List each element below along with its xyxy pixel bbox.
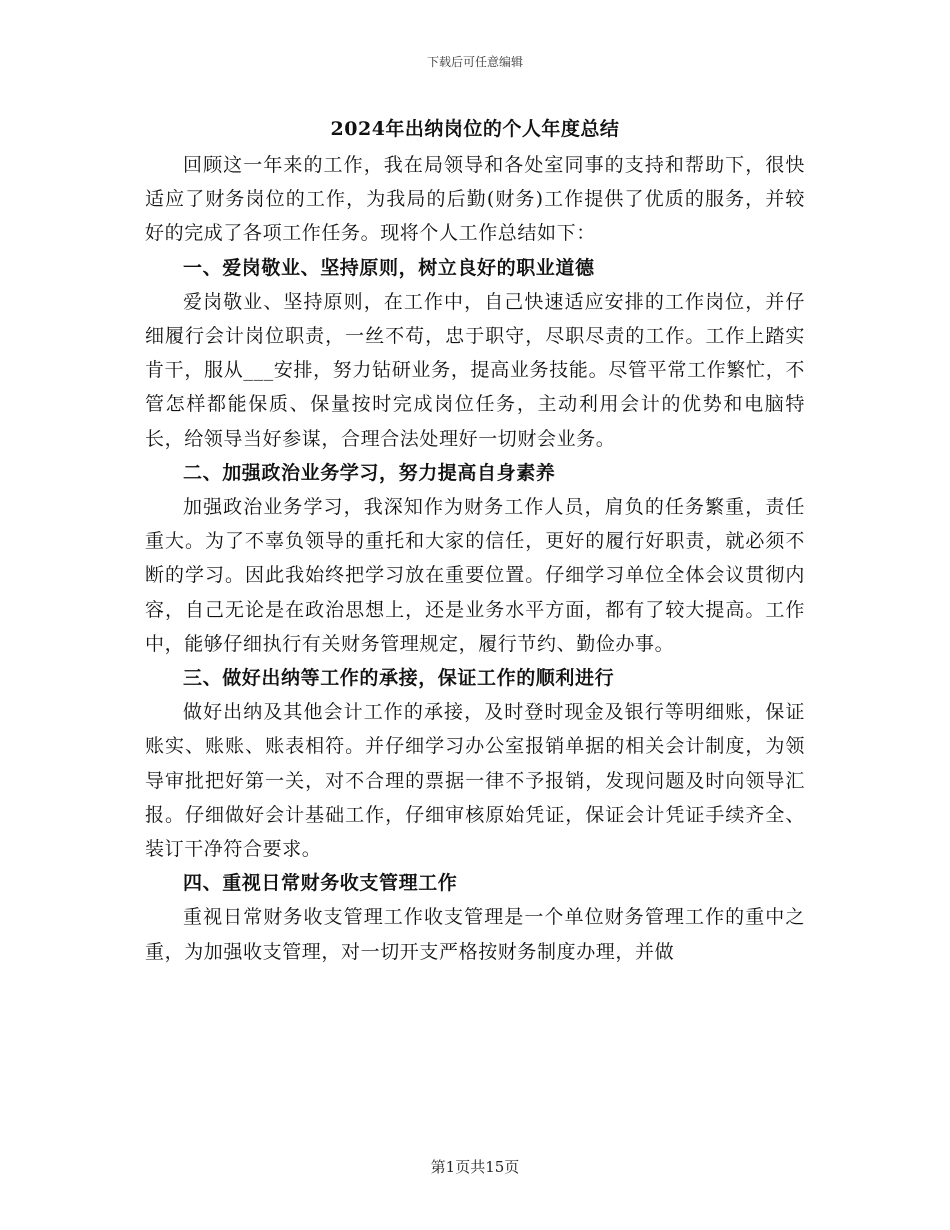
header-note: 下载后可任意编辑 bbox=[426, 55, 523, 69]
section-heading-2: 二、加强政治业务学习，努力提高自身素养 bbox=[183, 461, 556, 484]
section-paragraph-2: 加强政治业务学习，我深知作为财务工作人员，肩负的任务繁重，责任重大。为了不辜负领导的重托和大家的信任，更好的履行好职责，就必须不断的学习。因此我始终把学习放在重要位置。仔细学习单位全体会议贯彻内容，自己无论是在政治思想上，还是业务水平方面，都有了较大提高。工作中，能够仔细执行有关财务管理规定，履行节约、勤俭办事。 bbox=[145, 496, 805, 655]
section-paragraph-3: 做好出纳及其他会计工作的承接，及时登时现金及银行等明细账，保证账实、账账、账表相符。并仔细学习办公室报销单据的相关会计制度，为领导审批把好第一关，对不合理的票据一律不予报销，发现问题及时向领导汇报。仔细做好会计基础工作，仔细审核原始凭证，保证会计凭证手续齐全、装订干净符合要求。 bbox=[145, 701, 805, 861]
section-heading-1: 一、爱岗敬业、坚持原则，树立良好的职业道德 bbox=[183, 256, 595, 279]
intro-paragraph: 回顾这一年来的工作，我在局领导和各处室同事的支持和帮助下，很快适应了财务岗位的工作，为我局的后勤(财务)工作提供了优质的服务，并较好的完成了各项工作任务。现将个人工作总结如下： bbox=[145, 154, 805, 245]
document-title: 2024年出纳岗位的个人年度总结 bbox=[330, 118, 620, 140]
section-paragraph-4: 重视日常财务收支管理工作收支管理是一个单位财务管理工作的重中之重，为加强收支管理，对一切开支严格按财务制度办理，并做 bbox=[145, 906, 805, 963]
section-paragraph-1: 爱岗敬业、坚持原则，在工作中，自己快速适应安排的工作岗位，并仔细履行会计岗位职责，一丝不苟，忠于职守，尽职尽责的工作。工作上踏实肯干，服从___安排，努力钻研业务，提高业务技能。尽管平常工作繁忙，不管怎样都能保质、保量按时完成岗位任务，主动利用会计的优势和电脑特长，给领导当好参谋，合理合法处理好一切财会业务。 bbox=[145, 290, 805, 450]
document-body bbox=[145, 148, 805, 969]
page-number: 第1页共15页 bbox=[430, 1158, 520, 1176]
section-heading-4: 四、重视日常财务收支管理工作 bbox=[183, 872, 458, 895]
section-heading-3: 三、做好出纳等工作的承接，保证工作的顺利进行 bbox=[183, 667, 615, 690]
